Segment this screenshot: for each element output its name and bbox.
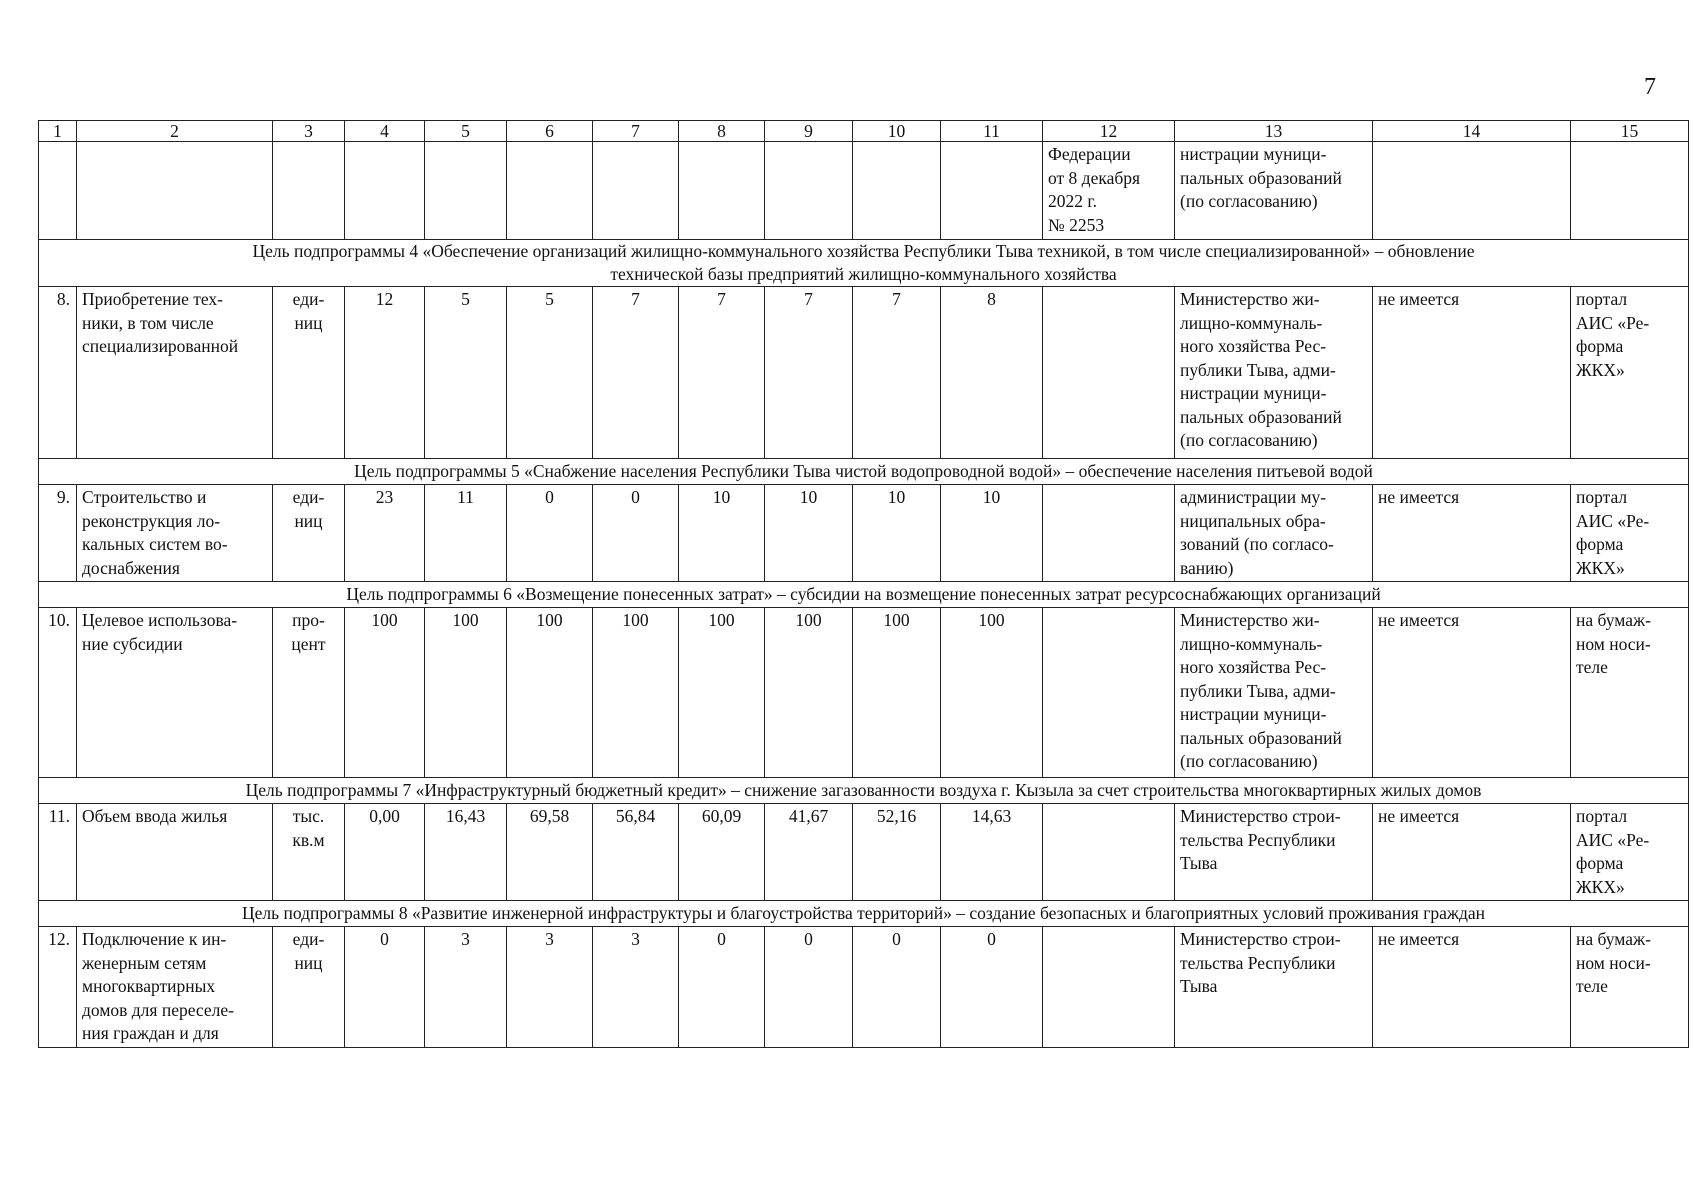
value-cell: 100: [425, 608, 507, 778]
header-cell: 8: [679, 121, 765, 142]
header-cell: 11: [941, 121, 1043, 142]
legal-basis-cell: [1043, 804, 1175, 901]
value-cell: 0: [345, 927, 425, 1048]
goal-subprogram-8: Цель подпрограммы 8 «Развитие инженерной инфраструктуры и благоустройства территорий» – создание безопасных и благоприятных условий проживания граждан: [39, 901, 1689, 927]
header-cell: 1: [39, 121, 77, 142]
value-cell: 100: [507, 608, 593, 778]
source-cell: портал АИС «Ре- форма ЖКХ»: [1571, 287, 1689, 459]
unit-cell: тыс. кв.м: [273, 804, 345, 901]
legal-basis-cell: Федерации от 8 декабря 2022 г. № 2253: [1043, 142, 1175, 240]
header-cell: 5: [425, 121, 507, 142]
row-number: 12.: [39, 927, 77, 1048]
value-cell: 0,00: [345, 804, 425, 901]
source-cell: на бумаж- ном носи- теле: [1571, 927, 1689, 1048]
goal-subprogram-4: Цель подпрограммы 4 «Обеспечение организаций жилищно-коммунального хозяйства Республики Тыва техникой, в том числе специализированной» – обновление технической базы предприятий жилищно-коммунального хозяйства: [39, 240, 1689, 287]
indicator-name: Целевое использова- ние субсидии: [77, 608, 273, 778]
header-cell: 7: [593, 121, 679, 142]
row-number: 9.: [39, 485, 77, 582]
availability-cell: не имеется: [1373, 804, 1571, 901]
header-cell: 3: [273, 121, 345, 142]
availability-cell: не имеется: [1373, 608, 1571, 778]
goal-subprogram-5: Цель подпрограммы 5 «Снабжение населения Республики Тыва чистой водопроводной водой» – обеспечение населения питьевой водой: [39, 459, 1689, 485]
responsible-cell: Министерство жи- лищно-коммуналь- ного хозяйства Рес- публики Тыва, адми- нистрации муници- пальных образований (по согласованию): [1175, 287, 1373, 459]
page-number: 7: [1644, 74, 1656, 100]
value-cell: 5: [507, 287, 593, 459]
value-cell: 100: [345, 608, 425, 778]
value-cell: 3: [507, 927, 593, 1048]
value-cell: 41,67: [765, 804, 853, 901]
table-row: [39, 287, 1689, 459]
responsible-cell: Министерство строи- тельства Республики Тыва: [1175, 804, 1373, 901]
header-cell: 15: [1571, 121, 1689, 142]
value-cell: 69,58: [507, 804, 593, 901]
goal-row: [39, 582, 1689, 608]
value-cell: 52,16: [853, 804, 941, 901]
goal-row: [39, 778, 1689, 804]
header-row: [39, 121, 1689, 142]
indicators-table: [38, 120, 1689, 1048]
unit-cell: еди- ниц: [273, 927, 345, 1048]
value-cell: 7: [853, 287, 941, 459]
value-cell: 5: [425, 287, 507, 459]
value-cell: 0: [507, 485, 593, 582]
indicator-name: Объем ввода жилья: [77, 804, 273, 901]
goal-row: [39, 240, 1689, 287]
header-cell: 12: [1043, 121, 1175, 142]
value-cell: 56,84: [593, 804, 679, 901]
availability-cell: не имеется: [1373, 927, 1571, 1048]
legal-basis-cell: [1043, 287, 1175, 459]
value-cell: 60,09: [679, 804, 765, 901]
row-number: 10.: [39, 608, 77, 778]
indicator-name: Строительство и реконструкция ло- кальных систем во- доснабжения: [77, 485, 273, 582]
value-cell: 7: [765, 287, 853, 459]
unit-cell: про- цент: [273, 608, 345, 778]
source-cell: портал АИС «Ре- форма ЖКХ»: [1571, 804, 1689, 901]
header-cell: 4: [345, 121, 425, 142]
header-cell: 10: [853, 121, 941, 142]
table-row: [39, 608, 1689, 778]
value-cell: 8: [941, 287, 1043, 459]
value-cell: 0: [941, 927, 1043, 1048]
legal-basis-cell: [1043, 608, 1175, 778]
value-cell: 100: [941, 608, 1043, 778]
row-number: 11.: [39, 804, 77, 901]
value-cell: 10: [679, 485, 765, 582]
value-cell: 7: [679, 287, 765, 459]
value-cell: 0: [853, 927, 941, 1048]
availability-cell: не имеется: [1373, 485, 1571, 582]
unit-cell: еди- ниц: [273, 485, 345, 582]
value-cell: 100: [593, 608, 679, 778]
value-cell: 23: [345, 485, 425, 582]
indicator-name: Подключение к ин- женерным сетям многоквартирных домов для переселе- ния граждан и для: [77, 927, 273, 1048]
value-cell: 11: [425, 485, 507, 582]
goal-subprogram-6: Цель подпрограммы 6 «Возмещение понесенных затрат» – субсидии на возмещение понесенных затрат ресурсоснабжающих организаций: [39, 582, 1689, 608]
responsible-cell: нистрации муници- пальных образований (по согласованию): [1175, 142, 1373, 240]
value-cell: 0: [765, 927, 853, 1048]
value-cell: 10: [853, 485, 941, 582]
source-cell: портал АИС «Ре- форма ЖКХ»: [1571, 485, 1689, 582]
source-cell: на бумаж- ном носи- теле: [1571, 608, 1689, 778]
value-cell: 7: [593, 287, 679, 459]
unit-cell: еди- ниц: [273, 287, 345, 459]
header-cell: 9: [765, 121, 853, 142]
table-row: [39, 142, 1689, 240]
header-cell: 2: [77, 121, 273, 142]
value-cell: 14,63: [941, 804, 1043, 901]
value-cell: 100: [853, 608, 941, 778]
legal-basis-cell: [1043, 485, 1175, 582]
responsible-cell: Министерство строи- тельства Республики Тыва: [1175, 927, 1373, 1048]
header-cell: 13: [1175, 121, 1373, 142]
value-cell: 0: [593, 485, 679, 582]
responsible-cell: администрации му- ниципальных обра- зований (по согласо- ванию): [1175, 485, 1373, 582]
row-number: 8.: [39, 287, 77, 459]
goal-row: [39, 459, 1689, 485]
value-cell: 100: [765, 608, 853, 778]
value-cell: 0: [679, 927, 765, 1048]
value-cell: 3: [593, 927, 679, 1048]
value-cell: 3: [425, 927, 507, 1048]
responsible-cell: Министерство жи- лищно-коммуналь- ного хозяйства Рес- публики Тыва, адми- нистрации муници- пальных образований (по согласованию): [1175, 608, 1373, 778]
goal-row: [39, 901, 1689, 927]
header-cell: 6: [507, 121, 593, 142]
table-row: [39, 804, 1689, 901]
header-cell: 14: [1373, 121, 1571, 142]
table-row: [39, 927, 1689, 1048]
value-cell: 100: [679, 608, 765, 778]
goal-subprogram-7: Цель подпрограммы 7 «Инфраструктурный бюджетный кредит» – снижение загазованности воздуха г. Кызыла за счет строительства многоквартирных жилых домов: [39, 778, 1689, 804]
value-cell: 12: [345, 287, 425, 459]
value-cell: 16,43: [425, 804, 507, 901]
value-cell: 10: [941, 485, 1043, 582]
indicator-name: Приобретение тех- ники, в том числе специализированной: [77, 287, 273, 459]
legal-basis-cell: [1043, 927, 1175, 1048]
availability-cell: не имеется: [1373, 287, 1571, 459]
table-row: [39, 485, 1689, 582]
value-cell: 10: [765, 485, 853, 582]
